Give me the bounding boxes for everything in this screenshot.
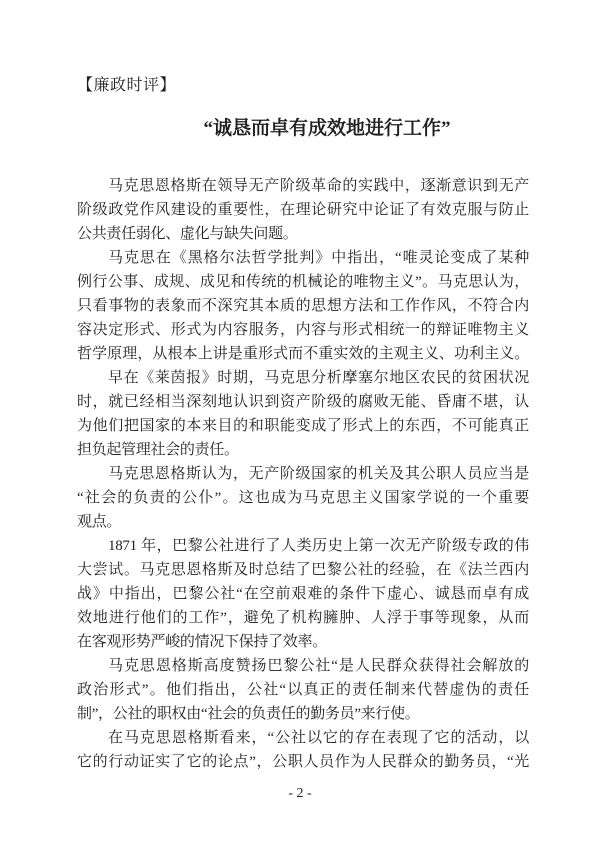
body-line: 时，就已经相当深刻地认识到资产阶级的腐败无能、昏庸不堪，认 (77, 394, 529, 410)
page-number: - 2 - (288, 786, 312, 801)
body-line: 马克思恩格斯在领导无产阶级革命的实践中，逐渐意识到无产 (108, 178, 529, 194)
body-line: “社会的负责的公仆”。这也成为马克思主义国家学说的一个重要 (77, 490, 529, 506)
body-line: 只看事物的表象而不深究其本质的思想方法和工作作风，不符合内 (77, 298, 529, 314)
page-title: “诚恳而卓有成效地进行工作” (203, 118, 451, 139)
section-header-label: 【廉政时评】 (77, 77, 177, 94)
body-line: 在客观形势严峻的情况下保持了效率。 (77, 634, 327, 650)
document-body (77, 174, 529, 774)
body-line: 阶级政党作风建设的重要性，在理论研究中论证了有效克服与防止 (77, 202, 529, 218)
body-line: 大尝试。马克思恩格斯及时总结了巴黎公社的经验，在《法兰西内 (77, 562, 529, 578)
body-line: 在马克思恩格斯看来，“公社以它的存在表现了它的活动，以 (108, 730, 529, 746)
body-line: 它的行动证实了它的论点”，公职人员作为人民群众的勤务员，“光 (77, 754, 529, 770)
body-line: 政治形式”。他们指出，公社“以真正的责任制来代替虚伪的责任 (77, 682, 529, 698)
body-line: 马克思在《黑格尔法哲学批判》中指出，“唯灵论变成了某种 (108, 250, 529, 266)
body-line: 制”，公社的职权由“社会的负责任的勤务员”来行使。 (77, 706, 420, 722)
body-line: 观点。 (77, 514, 122, 530)
body-line: 1871 年，巴黎公社进行了人类历史上第一次无产阶级专政的伟 (108, 538, 529, 554)
body-line: 马克思恩格斯认为，无产阶级国家的机关及其公职人员应当是 (108, 466, 529, 482)
body-line: 效地进行他们的工作”，避免了机构臃肿、人浮于事等现象，从而 (77, 610, 529, 626)
body-line: 早在《莱茵报》时期，马克思分析摩塞尔地区农民的贫困状况 (108, 370, 529, 386)
body-line: 担负起管理社会的责任。 (77, 442, 239, 458)
body-line: 公共责任弱化、虚化与缺失问题。 (77, 226, 298, 242)
body-line: 哲学原理，从根本上讲是重形式而不重实效的主观主义、功利主义。 (77, 346, 529, 362)
body-line: 战》中指出，巴黎公社“在空前艰难的条件下虚心、诚恳而卓有成 (77, 586, 529, 602)
body-line: 例行公事、成规、成见和传统的机械论的唯物主义”。马克思认为， (77, 274, 529, 290)
body-line: 马克思恩格斯高度赞扬巴黎公社“是人民群众获得社会解放的 (108, 658, 529, 674)
body-line: 容决定形式、形式为内容服务，内容与形式相统一的辩证唯物主义 (77, 322, 529, 338)
body-line: 为他们把国家的本来目的和职能变成了形式上的东西，不可能真正 (77, 418, 529, 434)
